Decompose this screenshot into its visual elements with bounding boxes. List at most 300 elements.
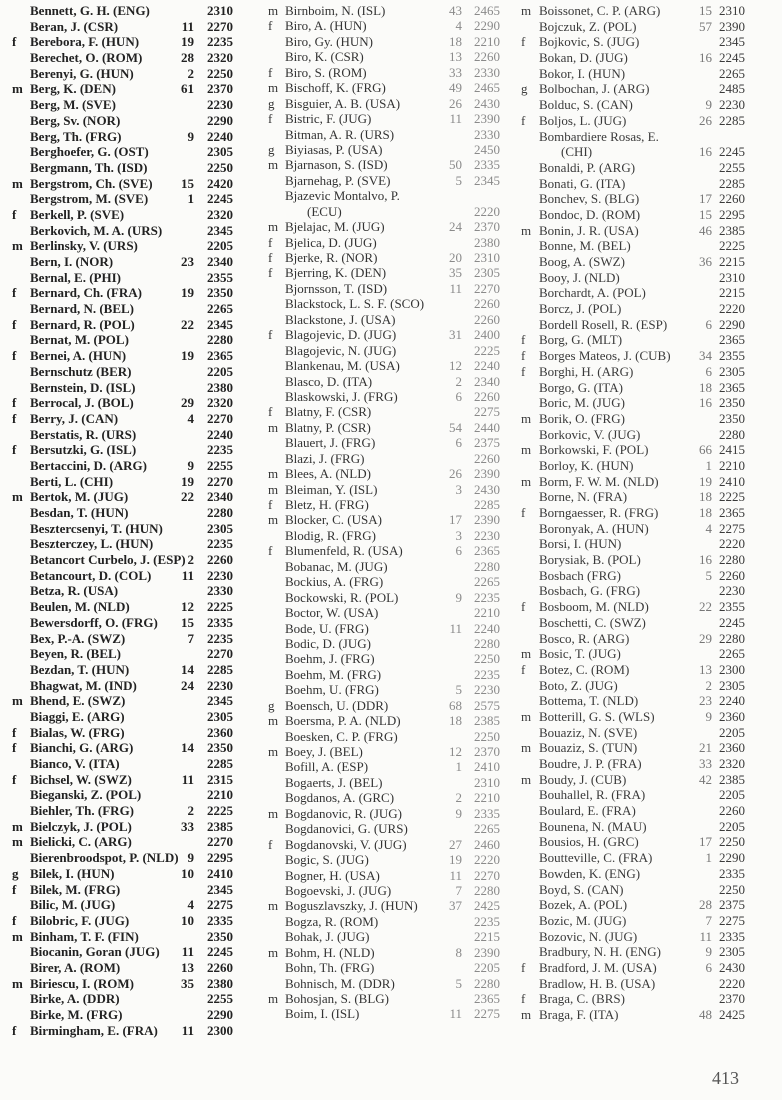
list-entry	[12, 646, 237, 662]
rating: 2245	[207, 944, 233, 960]
rating: 2260	[474, 450, 500, 466]
list-entry	[268, 296, 498, 311]
list-entry	[521, 129, 751, 145]
list-entry	[12, 66, 237, 82]
rating: 2330	[207, 583, 233, 599]
title-prefix: m	[521, 3, 532, 18]
player-name: Bjarnehag, P. (SVE)	[285, 172, 391, 188]
player-name: Bjelajac, M. (JUG)	[285, 219, 385, 235]
player-name: Boehm, M. (FRG)	[285, 666, 382, 682]
title-prefix: m	[12, 975, 23, 991]
rating: 2310	[474, 250, 500, 265]
list-entry	[268, 729, 498, 744]
list-entry	[12, 913, 237, 929]
games-count: 4	[455, 18, 462, 34]
list-entry	[268, 667, 498, 682]
title-prefix: f	[12, 34, 17, 50]
games-count: 11	[181, 567, 194, 583]
rating: 2240	[207, 426, 233, 442]
rating: 2295	[207, 850, 233, 866]
list-entry	[521, 631, 751, 647]
rating: 2305	[207, 144, 233, 160]
title-prefix: f	[268, 250, 273, 265]
list-entry	[12, 615, 237, 631]
player-name: Bogza, R. (ROM)	[285, 913, 379, 929]
rating: 2205	[719, 787, 745, 803]
games-count: 46	[699, 222, 712, 238]
list-entry	[12, 81, 237, 97]
player-name: Bianchi, G. (ARG)	[30, 740, 134, 756]
games-count: 1	[705, 457, 712, 473]
rating: 2355	[719, 348, 745, 364]
list-entry	[268, 806, 498, 821]
title-prefix: m	[268, 481, 279, 497]
player-name: Bennett, G. H. (ENG)	[30, 3, 150, 18]
title-prefix: m	[268, 157, 279, 173]
rating: 2290	[474, 18, 500, 34]
player-name: Besdan, T. (HUN)	[30, 505, 129, 520]
list-entry	[268, 991, 498, 1006]
rating: 2210	[207, 787, 233, 803]
list-entry	[268, 404, 498, 419]
list-entry	[268, 960, 498, 975]
player-name: Berry, J. (CAN)	[30, 410, 119, 426]
rating: 2320	[207, 50, 233, 66]
title-prefix: f	[12, 395, 17, 411]
player-name: Bjelica, D. (JUG)	[285, 234, 377, 250]
title-prefix: f	[521, 112, 526, 128]
games-count: 11	[699, 928, 712, 944]
rating: 2215	[474, 929, 500, 945]
list-entry	[268, 976, 498, 991]
rating: 2255	[719, 159, 745, 175]
games-count: 11	[181, 1022, 194, 1038]
games-count: 9	[705, 944, 712, 960]
games-count: 26	[449, 95, 462, 111]
list-entry	[521, 254, 751, 270]
title-prefix: f	[12, 285, 17, 301]
player-name: Bondoc, D. (ROM)	[539, 206, 641, 222]
player-name: Besztercsenyi, T. (HUN)	[30, 520, 163, 536]
rating: 2370	[207, 81, 233, 97]
player-name: Bojkovic, S. (JUG)	[539, 34, 640, 50]
rating: 2275	[474, 404, 500, 420]
player-name: Borm, F. W. M. (NLD)	[539, 473, 659, 489]
player-name: Beran, J. (CSR)	[30, 18, 119, 34]
games-count: 6	[455, 435, 462, 451]
list-entry	[268, 80, 498, 95]
list-entry	[268, 34, 498, 49]
games-count: 9	[187, 128, 194, 144]
title-prefix: m	[12, 834, 23, 850]
rating: 2385	[474, 713, 500, 729]
rating: 2215	[719, 254, 745, 269]
rating: 2265	[474, 821, 500, 837]
player-name: Biyiasas, P. (USA)	[285, 141, 383, 157]
player-name: Bosbach (FRG)	[539, 567, 621, 583]
list-entry	[268, 374, 498, 389]
games-count: 49	[449, 80, 462, 96]
player-name: Boronyak, A. (HUN)	[539, 520, 649, 536]
player-name: Bletz, H. (FRG)	[285, 497, 369, 512]
games-count: 5	[455, 975, 462, 991]
games-count: 4	[705, 520, 712, 536]
games-count: 22	[181, 316, 194, 332]
list-entry	[268, 574, 498, 589]
title-prefix: f	[521, 959, 526, 975]
rating: 2260	[207, 959, 233, 975]
rating: 2385	[719, 222, 745, 238]
title-prefix: f	[268, 543, 273, 559]
player-name: Berkell, P. (SVE)	[30, 206, 125, 222]
list-entry	[268, 543, 498, 558]
player-name: Bjazevic Montalvo, P.	[285, 188, 400, 204]
player-name: Bradbury, N. H. (ENG)	[539, 944, 661, 960]
rating: 2370	[719, 991, 745, 1007]
games-count: 61	[181, 81, 194, 97]
player-name: Bewersdorff, O. (FRG)	[30, 614, 158, 630]
player-name: Borne, N. (FRA)	[539, 489, 628, 505]
player-name: Bieganski, Z. (POL)	[30, 787, 142, 803]
rating: 2305	[719, 944, 745, 960]
rating: 2295	[719, 206, 745, 222]
rating: 2280	[474, 635, 500, 651]
list-entry	[12, 474, 237, 490]
list-entry	[521, 568, 751, 584]
player-name: Boehm, U. (FRG)	[285, 682, 379, 698]
list-entry	[268, 3, 498, 18]
player-name: Bonchev, S. (BLG)	[539, 191, 640, 207]
rating: 2210	[474, 33, 500, 49]
player-name: Bousios, H. (GRC)	[539, 834, 639, 850]
player-name: Birer, A. (ROM)	[30, 959, 121, 975]
games-count: 36	[699, 254, 712, 269]
games-count: 7	[705, 912, 712, 928]
list-entry	[521, 662, 751, 678]
list-entry	[521, 882, 751, 898]
games-count: 11	[449, 280, 462, 296]
list-entry	[12, 787, 237, 803]
title-prefix: f	[12, 410, 17, 426]
rating: 2285	[207, 661, 233, 677]
rating: 2265	[207, 301, 233, 317]
rating: 2275	[207, 897, 233, 913]
player-name: Biriescu, I. (ROM)	[30, 975, 134, 991]
list-entry	[268, 621, 498, 636]
list-entry	[521, 81, 751, 97]
rating: 2350	[207, 928, 233, 944]
player-name: Bleiman, Y. (ISL)	[285, 481, 378, 497]
list-entry	[521, 207, 751, 223]
title-prefix: m	[268, 713, 279, 729]
player-name: Blees, A. (NLD)	[285, 466, 371, 482]
player-name: Bouhallel, R. (FRA)	[539, 787, 646, 803]
player-name: Boudy, J. (CUB)	[539, 771, 627, 787]
games-count: 6	[455, 388, 462, 404]
rating: 2280	[719, 426, 745, 442]
list-entry	[521, 191, 751, 207]
list-entry	[268, 18, 498, 33]
player-name: Borchardt, A. (POL)	[539, 285, 646, 301]
list-entry	[12, 709, 237, 725]
player-name: Bosic, T. (JUG)	[539, 646, 621, 662]
rating: 2205	[719, 724, 745, 740]
player-name: Bogdanovici, G. (URS)	[285, 821, 408, 837]
rating: 2240	[474, 358, 500, 374]
list-entry	[521, 929, 751, 945]
player-name: Booy, J. (NLD)	[539, 269, 620, 285]
rating: 2270	[207, 473, 233, 489]
rating: 2345	[474, 172, 500, 188]
rating: 2350	[207, 285, 233, 301]
player-name: Birnboim, N. (ISL)	[285, 3, 386, 18]
rating-list-column-1	[12, 3, 237, 1038]
player-name: Blocker, C. (USA)	[285, 512, 382, 528]
player-name: Borkowski, F. (POL)	[539, 442, 649, 458]
player-name: Bitman, A. R. (URS)	[285, 126, 395, 142]
rating: 2305	[719, 363, 745, 379]
player-name: Blatny, P. (CSR)	[285, 419, 371, 435]
title-prefix: f	[268, 327, 273, 343]
list-entry	[12, 50, 237, 66]
list-entry	[12, 897, 237, 913]
rating: 2390	[474, 111, 500, 127]
player-name: Berti, L. (CHI)	[30, 473, 114, 489]
rating: 2345	[207, 316, 233, 332]
player-name: Bogoevski, J. (JUG)	[285, 882, 392, 898]
player-name: Bradlow, H. B. (USA)	[539, 975, 656, 991]
player-name: Biro, S. (ROM)	[285, 64, 367, 80]
games-count: 5	[705, 567, 712, 583]
list-entry	[12, 113, 237, 129]
player-name: Berlinsky, V. (URS)	[30, 238, 138, 254]
games-count: 57	[699, 18, 712, 34]
list-entry	[12, 583, 237, 599]
list-entry	[521, 176, 751, 192]
games-count: 26	[699, 112, 712, 128]
games-count: 50	[449, 157, 462, 173]
games-count: 35	[181, 975, 194, 991]
games-count: 9	[705, 708, 712, 724]
games-count: 13	[181, 959, 194, 975]
rating: 2320	[719, 756, 745, 771]
player-name: Blodig, R. (FRG)	[285, 527, 377, 543]
rating: 2305	[207, 708, 233, 724]
player-name: Bischoff, K. (FRG)	[285, 80, 386, 96]
title-prefix: m	[521, 708, 532, 724]
rating: 2260	[474, 311, 500, 327]
title-prefix: f	[268, 265, 273, 281]
player-name: Blazi, J. (FRG)	[285, 450, 365, 466]
player-name: Bergmann, Th. (ISD)	[30, 159, 148, 175]
rating: 2340	[474, 373, 500, 389]
list-entry	[12, 97, 237, 113]
list-entry	[12, 1007, 237, 1023]
rating: 2220	[719, 301, 745, 317]
player-name: Blumenfeld, R. (USA)	[285, 543, 403, 559]
title-prefix: g	[12, 865, 19, 881]
list-entry	[12, 976, 237, 992]
list-entry	[521, 34, 751, 50]
rating: 2245	[207, 191, 233, 207]
rating: 2410	[474, 759, 500, 775]
player-name: Bertok, M. (JUG)	[30, 489, 129, 505]
rating: 2290	[207, 1007, 233, 1022]
games-count: 5	[455, 682, 462, 698]
list-entry	[268, 898, 498, 913]
player-name: Berstatis, R. (URS)	[30, 426, 137, 442]
player-name: Boljos, L. (JUG)	[539, 112, 627, 128]
rating-list-column-2	[268, 3, 498, 1022]
games-count: 5	[455, 172, 462, 188]
list-entry	[268, 65, 498, 80]
list-entry	[12, 678, 237, 694]
list-entry	[12, 834, 237, 850]
player-name: Botterill, G. S. (WLS)	[539, 708, 655, 724]
rating: 2335	[474, 157, 500, 173]
player-name: Berrocal, J. (BOL)	[30, 395, 134, 411]
list-entry	[521, 1007, 751, 1023]
player-name: Bofill, A. (ESP)	[285, 759, 369, 775]
list-entry	[521, 834, 751, 850]
player-name: Berg, K. (DEN)	[30, 81, 116, 97]
games-count: 27	[449, 836, 462, 852]
list-entry	[521, 160, 751, 176]
games-count: 48	[699, 1007, 712, 1022]
rating: 2465	[474, 3, 500, 18]
list-entry	[12, 34, 237, 50]
player-name: Blagojevic, D. (JUG)	[285, 327, 397, 343]
rating: 2335	[207, 614, 233, 630]
list-entry	[12, 521, 237, 537]
rating: 2210	[719, 457, 745, 473]
list-entry	[521, 395, 751, 411]
player-name: Borges Mateos, J. (CUB)	[539, 348, 671, 364]
list-entry	[268, 929, 498, 944]
title-prefix: m	[268, 466, 279, 482]
title-prefix: f	[521, 348, 526, 364]
rating: 2390	[474, 512, 500, 528]
list-entry	[12, 944, 237, 960]
player-name: Berebora, F. (HUN)	[30, 34, 140, 50]
player-name: Bordell Rosell, R. (ESP)	[539, 316, 668, 332]
list-entry	[12, 301, 237, 317]
player-name: Blagojevic, N. (JUG)	[285, 342, 397, 358]
player-name: Bokan, D. (JUG)	[539, 50, 628, 66]
games-count: 13	[699, 661, 712, 677]
player-name: Bianco, V. (ITA)	[30, 756, 120, 771]
rating: 2575	[474, 697, 500, 713]
player-name: Borgo, G. (ITA)	[539, 379, 623, 395]
player-name: Biro, A. (HUN)	[285, 18, 367, 34]
rating: 2340	[207, 254, 233, 269]
rating: 2460	[474, 836, 500, 852]
rating: 2310	[719, 269, 745, 285]
list-entry	[521, 850, 751, 866]
list-entry	[12, 756, 237, 772]
player-name: Bhend, E. (SWZ)	[30, 693, 126, 709]
list-entry	[12, 552, 237, 568]
player-name: Bilek, I. (HUN)	[30, 865, 115, 881]
rating: 2485	[719, 81, 745, 97]
rating: 2230	[474, 527, 500, 543]
player-name: Bounena, N. (MAU)	[539, 818, 647, 834]
list-entry	[268, 775, 498, 790]
rating: 2350	[207, 740, 233, 756]
games-count: 16	[699, 144, 712, 160]
player-name: Borkovic, V. (JUG)	[539, 426, 641, 442]
rating: 2270	[207, 18, 233, 34]
player-name: Beulen, M. (NLD)	[30, 599, 130, 615]
rating: 2245	[719, 614, 745, 630]
list-entry	[12, 332, 237, 348]
rating: 2350	[719, 410, 745, 426]
player-name: Bialas, W. (FRG)	[30, 724, 125, 740]
games-count: 37	[449, 898, 462, 914]
title-prefix: f	[268, 18, 273, 34]
rating: 2430	[474, 95, 500, 111]
games-count: 17	[699, 191, 712, 207]
games-count: 18	[699, 489, 712, 505]
player-name: Bode, U. (FRG)	[285, 620, 369, 636]
list-entry	[268, 451, 498, 466]
rating: 2255	[207, 457, 233, 473]
rating: 2380	[207, 379, 233, 395]
player-name: Boric, M. (JUG)	[539, 395, 625, 411]
player-name: Biro, K. (CSR)	[285, 49, 364, 65]
games-count: 18	[449, 713, 462, 729]
list-entry	[521, 772, 751, 788]
list-entry	[521, 348, 751, 364]
games-count: 11	[449, 111, 462, 127]
rating: 2430	[474, 481, 500, 497]
rating: 2250	[719, 881, 745, 897]
player-name: Boesken, C. P. (FRG)	[285, 728, 398, 744]
title-prefix: f	[268, 64, 273, 80]
player-name: Bozovic, N. (JUG)	[539, 928, 638, 944]
list-entry	[521, 740, 751, 756]
rating: 2290	[207, 112, 233, 128]
list-entry	[521, 19, 751, 35]
title-prefix: m	[12, 238, 23, 254]
player-name: Bilek, M. (FRG)	[30, 881, 121, 897]
player-name: Borngaesser, R. (FRG)	[539, 505, 659, 520]
player-name: Boissonet, C. P. (ARG)	[539, 3, 661, 18]
list-entry	[521, 458, 751, 474]
list-entry	[268, 868, 498, 883]
title-prefix: f	[12, 771, 17, 787]
games-count: 2	[455, 373, 462, 389]
rating: 2285	[474, 497, 500, 512]
list-entry	[521, 474, 751, 490]
player-name: Bjerke, R. (NOR)	[285, 250, 378, 265]
player-name: Bergstrom, Ch. (SVE)	[30, 175, 153, 191]
rating: 2375	[719, 897, 745, 913]
player-name: Bielicki, C. (ARG)	[30, 834, 132, 850]
player-name: Boensch, U. (DDR)	[285, 697, 389, 713]
rating: 2270	[207, 410, 233, 426]
rating: 2250	[207, 159, 233, 175]
rating: 2230	[207, 97, 233, 113]
player-name: Boersma, P. A. (NLD)	[285, 713, 401, 729]
games-count: 10	[181, 865, 194, 881]
games-count: 19	[181, 348, 194, 364]
list-entry	[521, 897, 751, 913]
games-count: 6	[455, 543, 462, 559]
rating: 2290	[719, 850, 745, 866]
rating: 2230	[719, 97, 745, 113]
list-entry	[12, 850, 237, 866]
